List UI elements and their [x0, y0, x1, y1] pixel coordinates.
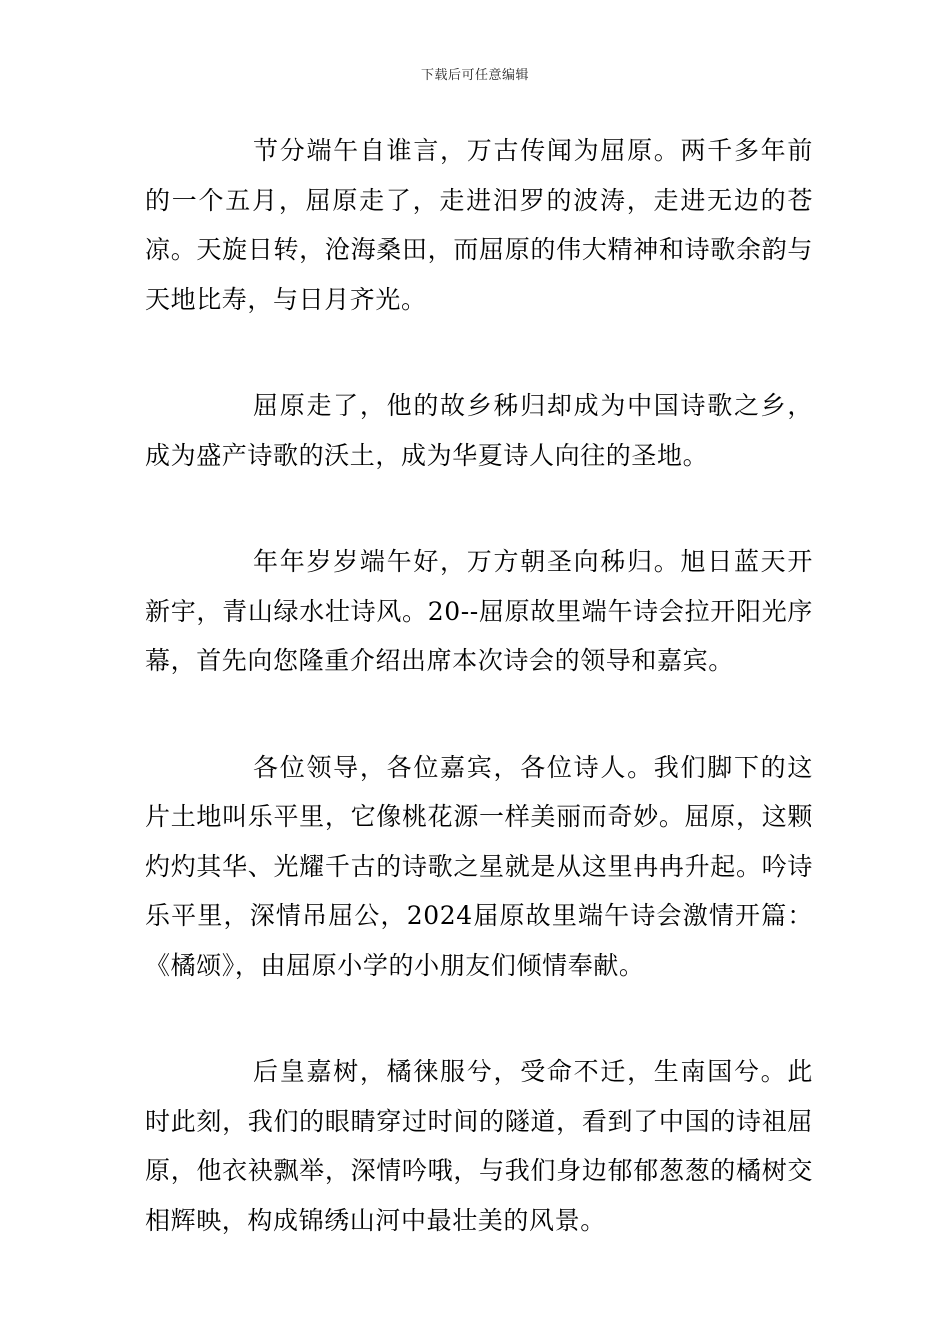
document-body — [145, 126, 813, 1302]
paragraph-4: 各位领导，各位嘉宾，各位诗人。我们脚下的这片土地叫乐平里，它像桃花源一样美丽而奇妙。屈原，这颗灼灼其华、光耀千古的诗歌之星就是从这里冉冉升起。吟诗乐平里，深情吊屈公，2024届原故里端午诗会激情开篇：《橘颂》，由屈原小学的小朋友们倾情奉献。 — [145, 752, 813, 980]
paragraph-1: 节分端午自谁言，万古传闻为屈原。两千多年前的一个五月，屈原走了，走进汨罗的波涛，走进无边的苍凉。天旋日转，沧海桑田，而屈原的伟大精神和诗歌余韵与天地比寿，与日月齐光。 — [145, 136, 813, 314]
paragraph-2: 屈原走了，他的故乡秭归却成为中国诗歌之乡，成为盛产诗歌的沃土，成为华夏诗人向往的圣地。 — [145, 391, 813, 470]
paragraph-5: 后皇嘉树，橘徕服兮，受命不迁，生南国兮。此时此刻，我们的眼睛穿过时间的隧道，看到了中国的诗祖屈原，他衣袂飘举，深情吟哦，与我们身边郁郁葱葱的橘树交相辉映，构成锦绣山河中最壮美的风景。 — [145, 1057, 813, 1235]
page-header-note: 下载后可任意编辑 — [420, 68, 529, 83]
paragraph-3: 年年岁岁端午好，万方朝圣向秭归。旭日蓝天开新宇，青山绿水壮诗风。20--屈原故里端午诗会拉开阳光序幕，首先向您隆重介绍出席本次诗会的领导和嘉宾。 — [145, 547, 813, 675]
